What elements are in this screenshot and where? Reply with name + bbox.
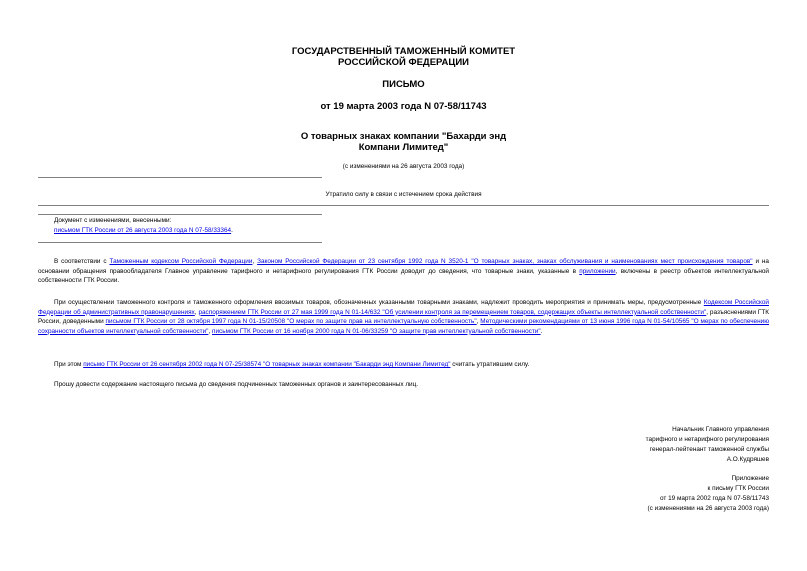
trademark-law-link[interactable]: Законом Российской Федерации от 23 сентября 1992 года N 3520-1 "О товарных знаках, знаках обслуживания и наименованиях мест происхождения товаров" bbox=[257, 258, 753, 265]
recommendations-1996-link[interactable]: Методическими рекомендациями от 13 июня 1996 года N 01-54/10565 "О мерах по обеспечению сохранности объектов интеллектуальной собственности" bbox=[38, 318, 769, 335]
divider bbox=[38, 177, 322, 178]
doc-subject-line1: О товарных знаках компании "Бахарди энд bbox=[300, 131, 507, 142]
text: . bbox=[231, 227, 233, 234]
text: . bbox=[540, 327, 543, 335]
letter-1997-link[interactable]: письмом ГТК России от 28 октября 1997 года N 01-15/20508 "О мерах по защите прав на интеллектуальную собственность" bbox=[105, 318, 477, 326]
letter-2000-link[interactable]: письмом ГТК России от 16 ноября 2000 года N 01-06/33259 "О защите прав интеллектуальной собственности" bbox=[212, 327, 541, 335]
appendix-line4: (с изменениями на 26 августа 2003 года) bbox=[647, 505, 769, 512]
text: , разъяснениями ГТК России, доведенными bbox=[38, 308, 769, 326]
text: , включены в реестр объектов интеллектуальной собственности ГТК России. bbox=[38, 267, 769, 285]
admin-code-link[interactable]: Кодексом Российской Федерации об административных правонарушениях bbox=[38, 299, 770, 316]
appendix-line1: Приложение bbox=[731, 475, 769, 482]
changes-block bbox=[54, 226, 354, 235]
text: и на основании обращения правообладателя Главное управление тарифного и нетарифного регулирования ГТК России доводит до сведения, что товарные знаки, указанные в bbox=[38, 258, 769, 275]
text: , bbox=[476, 318, 481, 326]
text: При этом bbox=[54, 361, 84, 368]
appendix-line2: к письму ГТК России bbox=[707, 485, 769, 492]
amendment-note: (с изменениями на 26 августа 2003 года) bbox=[342, 163, 465, 170]
appendix-link[interactable]: приложении bbox=[579, 267, 616, 275]
divider bbox=[38, 214, 322, 215]
amendment-link[interactable]: письмом ГТК России от 26 августа 2003 года N 07-58/33364 bbox=[54, 227, 232, 234]
customs-code-link[interactable]: Таможенным кодексом Российской Федерации bbox=[109, 258, 253, 265]
appendix-block bbox=[500, 474, 769, 514]
signature-line1: Начальник Главного управления bbox=[672, 426, 769, 433]
letter-2002-link[interactable]: письмо ГТК России от 26 сентября 2002 года N 07-25/38574 "О товарных знаках компании "Бакарди энд Компани Лимитед" bbox=[83, 361, 451, 368]
org-name-line2: РОССИЙСКОЙ ФЕДЕРАЦИИ bbox=[337, 57, 469, 68]
paragraph-1 bbox=[38, 257, 769, 286]
text: При осуществлении таможенного контроля и таможенного оформления ввозимых товаров, обозначенных указанными товарными знаками, надлежит проводить мероприятия и принимать меры, предусмотренные bbox=[54, 299, 704, 306]
order-1999-link[interactable]: распоряжением ГТК России от 27 мая 1999 года N 01-14/632 "Об усилении контроля за перемещением товаров, содержащих объекты интеллектуальной собственности" bbox=[198, 308, 707, 316]
text: , bbox=[252, 258, 258, 265]
text: , bbox=[208, 327, 213, 335]
changes-title: Документ с изменениями, внесенными: bbox=[54, 217, 172, 224]
signature-block bbox=[500, 425, 769, 465]
signature-line2: тарифного и нетарифного регулирования bbox=[645, 436, 769, 443]
divider bbox=[38, 242, 322, 243]
paragraph-4: Прошу довести содержание настоящего письма до сведения подчиненных таможенных органов и заинтересованных лиц. bbox=[54, 381, 419, 388]
signature-line3: генерал-лейтенант таможенной службы bbox=[649, 446, 769, 453]
doc-date-number: от 19 марта 2003 года N 07-58/11743 bbox=[320, 101, 487, 112]
doc-subject-line2: Компани Лимитед" bbox=[358, 142, 449, 153]
paragraph-3 bbox=[38, 360, 769, 370]
org-name-line1: ГОСУДАРСТВЕННЫЙ ТАМОЖЕННЫЙ КОМИТЕТ bbox=[291, 46, 516, 57]
appendix-line3: от 19 марта 2002 года N 07-58/11743 bbox=[659, 495, 769, 502]
text: считать утратившим силу. bbox=[450, 361, 530, 368]
doc-type: ПИСЬМО bbox=[382, 79, 425, 90]
signature-name: А.О.Кудряшев bbox=[726, 456, 769, 463]
divider bbox=[38, 205, 769, 206]
text: , bbox=[194, 308, 199, 316]
status-note: Утратило силу в связи с истечением срока действия bbox=[325, 191, 482, 198]
paragraph-2 bbox=[38, 298, 769, 336]
text: В соответствии с bbox=[54, 258, 110, 265]
